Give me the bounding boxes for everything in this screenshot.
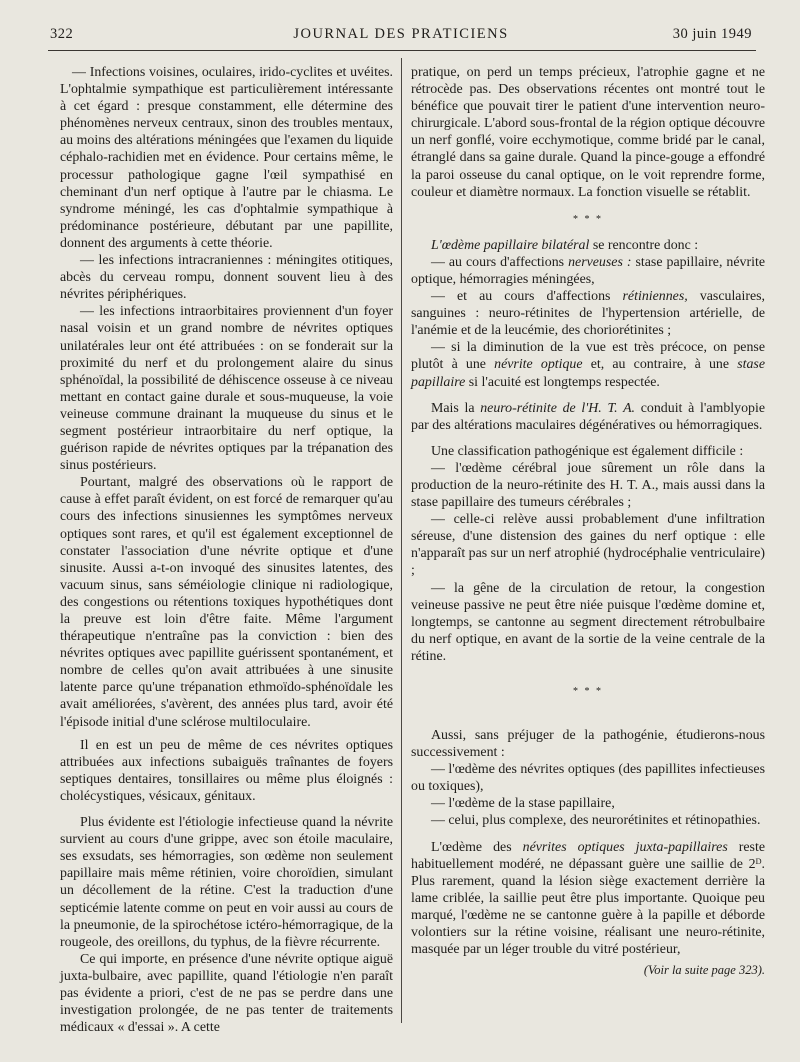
paragraph: — les infections intracraniennes : méningites otitiques, abcès du cerveau rompu, donnent souvent lieu à des névrites périphériques.	[60, 253, 393, 303]
paragraph: Pourtant, malgré des observations où le rapport de cause à effet paraît évident, on est forcé de remarquer qu'au cours des infections sinusiennes les symptômes nerveux optiques sont rares, et qu'il est également exceptionnel de constater l'association d'une névrite optique et d'une sinusite. Aussi a-t-on invoqué des sinusites latentes, des vacuum sinus, sans séméiologie clinique ni radiologique, des congestions ou rétentions toxiques hypothétiques dont la preuve est loin d'être faite. Même l'argument thérapeutique n'entraîne pas la conviction : bien des névrites optiques avec papillite guérissent spontanément, et nombre de celles qu'on avait attribuées à une sinusite latente parce qu'une trépanation ethmoïdo-sphénoïdale les avait améliorées, s'avèrent, des années plus tard, avoir été l'épisode initial d'une sclérose multiloculaire.	[60, 475, 393, 730]
page-number: 322	[50, 26, 74, 42]
paragraph: Plus évidente est l'étiologie infectieuse quand la névrite survient au cours d'une grippe, avec son étoile maculaire, ses exsudats, ses hémorragies, son œdème non seulement papillaire mais même rétinien, voire choroïdien, simulant un décollement de la rétine. C'est la traduction d'une septicémie latente comme on peut en voir aussi au cours de la pneumonie, de la spirochétose ictéro-hémorragique, de la rougeole, des oreillons, du typhus, de la fièvre récurrente.	[60, 815, 393, 950]
paragraph: — l'œdème cérébral joue sûrement un rôle dans la production de la neuro-rétinite des H. T. A., mais aussi dans la stase papillaire des tumeurs cérébrales ;	[411, 460, 765, 511]
paragraph: — celle-ci relève aussi probablement d'une infiltration séreuse, d'une distension des gaines du nerf optique : elle n'apparaît pas sur un nerf atrophié (hydrocéphalie ventriculaire) ;	[411, 512, 765, 579]
text: et, au contraire, à une	[582, 357, 738, 373]
text: reste habituellement modéré, ne dépassant guère une saillie de 2ᴰ. Plus rarement, quand la lésion siège exactement derrière la lame criblée, la saillie peut être plus importante. Quoique peu marqué, l'œdème ne se cantonne guère à la papille et déborde volontiers sur la rétine voisine, réalisant une neuro-rétinite, masquée par un léger trouble du vitré postérieur,	[411, 839, 765, 958]
paragraph: — l'œdème des névrites optiques (des papillites infectieuses ou toxiques),	[411, 762, 765, 795]
section-separator: * * *	[573, 213, 603, 225]
paragraph: Ce qui importe, en présence d'une névrite optique aiguë juxta-bulbaire, avec papillite, quand l'étiologie n'en paraît pas évidente a priori, c'est de ne pas se perdre dans une investigation prolongée, de ne pas tenter de traitements médicaux « d'essai ». A cette	[60, 951, 393, 1036]
text: vasculaires, sanguines : neuro-rétinites de l'hypertension artérielle, de l'anémie et de la leucémie, des choriorétinites ;	[411, 289, 766, 339]
continued-note: (Voir la suite page 323).	[643, 963, 765, 978]
emphasis: neuro-rétinite de l'H. T. A.	[480, 400, 636, 416]
paragraph: — la gêne de la circulation de retour, la congestion veineuse passive ne peut être niée puisque l'œdème domine et, longtemps, se cantonne au segment directement rétrobulbaire du nerf optique, en avant de la sortie de la veine centrale de la rétine.	[411, 580, 765, 664]
paragraph: Une classification pathogénique est également difficile :	[431, 443, 744, 459]
right-column	[411, 64, 765, 979]
journal-title: JOURNAL DES PRATICIENS	[293, 26, 509, 42]
paragraph	[411, 254, 765, 288]
paragraph: Aussi, sans préjuger de la pathogénie, étudierons-nous successivement :	[411, 728, 765, 761]
text: — et au cours d'affections	[431, 289, 623, 305]
page-header	[50, 26, 752, 48]
paragraph	[411, 288, 765, 339]
paragraph: — celui, plus complexe, des neurorétinites et rétinopathies.	[431, 813, 761, 829]
emphasis: L'œdème papillaire bilatéral	[431, 237, 590, 253]
paragraph	[411, 237, 765, 254]
text: — si la diminution de la vue est très précoce, on pense plutôt à une	[411, 340, 765, 373]
emphasis: nerveuses :	[568, 254, 632, 270]
header-rule	[48, 50, 756, 51]
paragraph	[411, 339, 765, 390]
paragraph: — l'œdème de la stase papillaire,	[431, 796, 615, 812]
text: Mais la	[431, 400, 481, 416]
section-separator: * * *	[573, 686, 603, 697]
paragraph	[411, 400, 765, 434]
text: — au cours d'affections	[431, 254, 569, 270]
paragraph: — Infections voisines, oculaires, irido-cyclites et uvéites. L'ophtalmie sympathique est particulièrement intéressante à cet égard : presque constamment, elle détermine des phénomènes nerveux centraux, sinon des troubles mentaux, au moins des altérations méningées que l'examen du liquide céphalo-rachidien met en évidence. Pour certains même, le processur pathologique gagne l'œil sympathisé en cheminant d'un nerf optique à l'autre par le chiasma. Le syndrome méningé, les cas d'ophtalmie sympathique à prédominance postérieure, débutant par une papillite, donnent des arguments à cette théorie.	[60, 65, 393, 251]
paragraph: — les infections intraorbitaires proviennent d'un foyer nasal voisin et un grand nombre de névrites optiques unilatérales leur ont été attribuées : on se fonderait sur la proximité du nerf et du prolongement alaire du sinus sphénoïdal, la possibilité de déhiscence osseuse à ce niveau mettant en contact gaine durale et sous-muqueuse, la voie veineuse commune drainant la muqueuse du sinus et le segment postérieur intraorbitaire du nerf optique, la guérison rapide de névrites optiques par la trépanation des sinus postérieurs.	[60, 304, 393, 474]
paragraph	[411, 839, 765, 959]
emphasis: rétiniennes,	[622, 289, 688, 305]
emphasis: stase papillaire	[411, 357, 765, 390]
paragraph: Il en est un peu de même de ces névrites optiques attribuées aux infections subaiguës traînantes de foyers septiques dentaires, tonsillaires ou même plus éloignés : cholécystiques, vésicaux, génitaux.	[60, 737, 393, 804]
left-column	[60, 64, 393, 1036]
emphasis: névrites optiques juxta-papillaires	[522, 839, 728, 855]
text: L'œdème des	[431, 839, 523, 855]
column-divider	[401, 58, 402, 1023]
text: se rencontre donc :	[589, 237, 699, 253]
text: stase papillaire, névrite optique, hémorragies méningées,	[411, 254, 765, 287]
text: conduit à l'amblyopie par des altérations maculaires dégénératives ou hémorragiques.	[411, 400, 765, 433]
paragraph: pratique, on perd un temps précieux, l'atrophie gagne et ne rétrocède pas. Des observations récentes ont montré tout le bénéfice que pouvait tirer le patient d'une intervention neuro-chirurgicale. L'abord sous-frontal de la région optique découvre un nerf gonflé, voire ecchymotique, comme bridé par le canal, étranglé dans sa gaine durale. Quand la pince-gouge a effondré la paroi osseuse du canal optique, on le voit reprendre forme, couleur et diamètre normaux. La fonction visuelle se rétablit.	[411, 65, 766, 200]
emphasis: névrite optique	[494, 357, 583, 373]
text: si l'acuité est longtemps respectée.	[465, 374, 660, 390]
issue-date: 30 juin 1949	[672, 26, 752, 42]
